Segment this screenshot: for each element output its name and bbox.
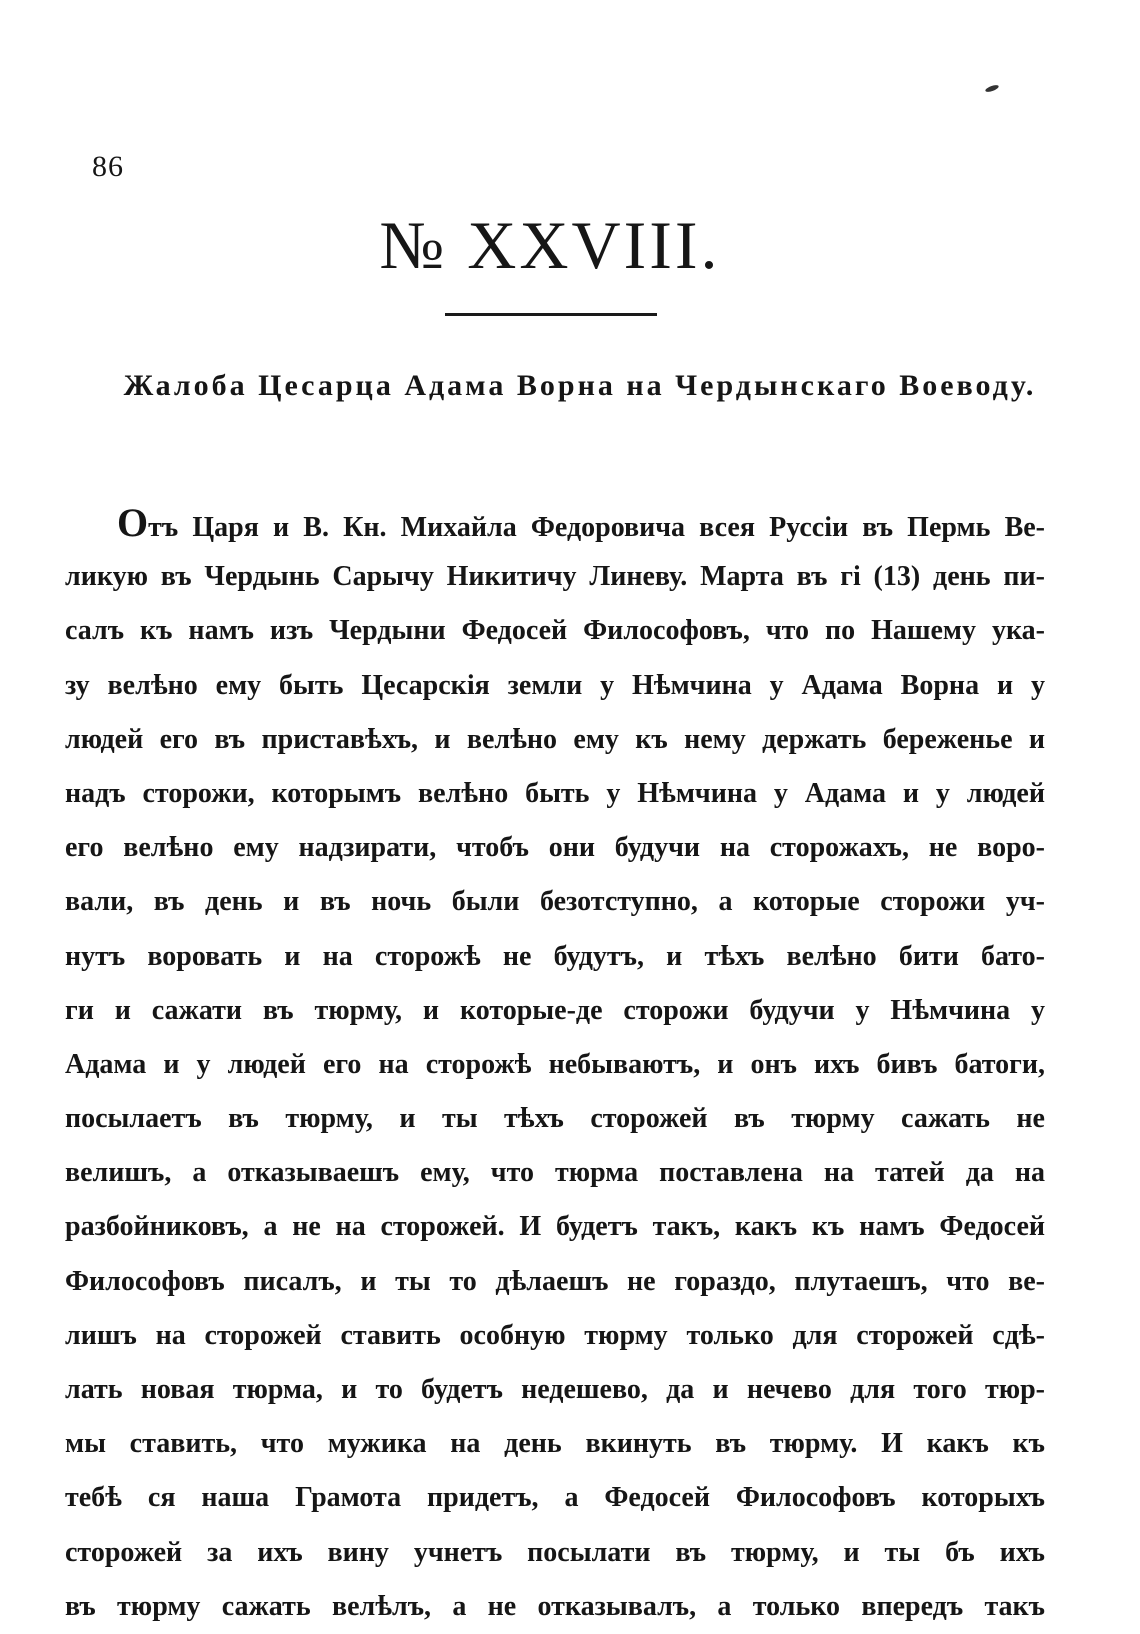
body-line: Философовъ писалъ, и ты то дѣлаешъ не гораздо, плутаешъ, что ве- bbox=[65, 1265, 1045, 1297]
body-line: ликую въ Чердынь Сарычу Никитичу Линеву. Марта въ гі (13) день пи- bbox=[65, 561, 1045, 593]
body-line: ги и сажати въ тюрму, и которые-де сторожи будучи у Нѣмчина у bbox=[65, 994, 1045, 1026]
body-line: вали, въ день и въ ночь были безотступно, а которые сторожи уч- bbox=[65, 886, 1045, 918]
body-line: нутъ воровать и на сторожѣ не будутъ, и тѣхъ велѣно бити бато- bbox=[65, 940, 1045, 972]
initial-letter: О bbox=[117, 500, 149, 545]
body-line: Адама и у людей его на сторожѣ небываютъ, и онъ ихъ бивъ батоги, bbox=[65, 1048, 1045, 1080]
body-line: велишъ, а отказываешъ ему, что тюрма поставлена на татей да на bbox=[65, 1157, 1045, 1189]
body-line: надъ сторожи, которымъ велѣно быть у Нѣмчина у Адама и у людей bbox=[65, 777, 1045, 809]
body-line: лишъ на сторожей ставить особную тюрму только для сторожей сдѣ- bbox=[65, 1319, 1045, 1351]
body-line: посылаетъ въ тюрму, и ты тѣхъ сторожей въ тюрму сажать не bbox=[65, 1103, 1045, 1135]
document-body bbox=[65, 496, 1045, 1634]
document-heading: Жалоба Цесарца Адама Ворна на Чердынскаго Воеводу. bbox=[123, 369, 1037, 402]
title-divider bbox=[445, 313, 657, 316]
body-line: тебѣ ся наша Грамота придетъ, а Федосей Философовъ которыхъ bbox=[65, 1482, 1045, 1514]
body-line: зу велѣно ему быть Цесарскія земли у Нѣмчина у Адама Ворна и у bbox=[65, 669, 1045, 701]
body-line: мы ставить, что мужика на день вкинуть въ тюрму. И какъ къ bbox=[65, 1428, 1045, 1460]
ink-speck bbox=[985, 84, 1000, 93]
body-line bbox=[65, 496, 1045, 550]
body-line: его велѣно ему надзирати, чтобъ они будучи на сторожахъ, не воро- bbox=[65, 832, 1045, 864]
page-number: 86 bbox=[92, 150, 124, 183]
body-line: людей его въ приставѣхъ, и велѣно ему къ нему держать береженье и bbox=[65, 723, 1045, 755]
body-line: разбойниковъ, а не на сторожей. И будетъ такъ, какъ къ намъ Федосей bbox=[65, 1211, 1045, 1243]
body-line: салъ къ намъ изъ Чердыни Федосей Философовъ, что по Нашему ука- bbox=[65, 615, 1045, 647]
body-line: сторожей за ихъ вину учнетъ посылати въ тюрму, и ты бъ ихъ bbox=[65, 1536, 1045, 1568]
document-number: № XXVIII. bbox=[379, 207, 721, 283]
body-line: въ тюрму сажать велѣлъ, а не отказывалъ, а только впередъ такъ bbox=[65, 1590, 1045, 1622]
body-line-text: тъ Царя и В. Кн. Михайла Федоровича всея Руссіи въ Пермь Ве- bbox=[148, 512, 1045, 543]
body-line: лать новая тюрма, и то будетъ недешево, да и нечево для того тюр- bbox=[65, 1374, 1045, 1405]
